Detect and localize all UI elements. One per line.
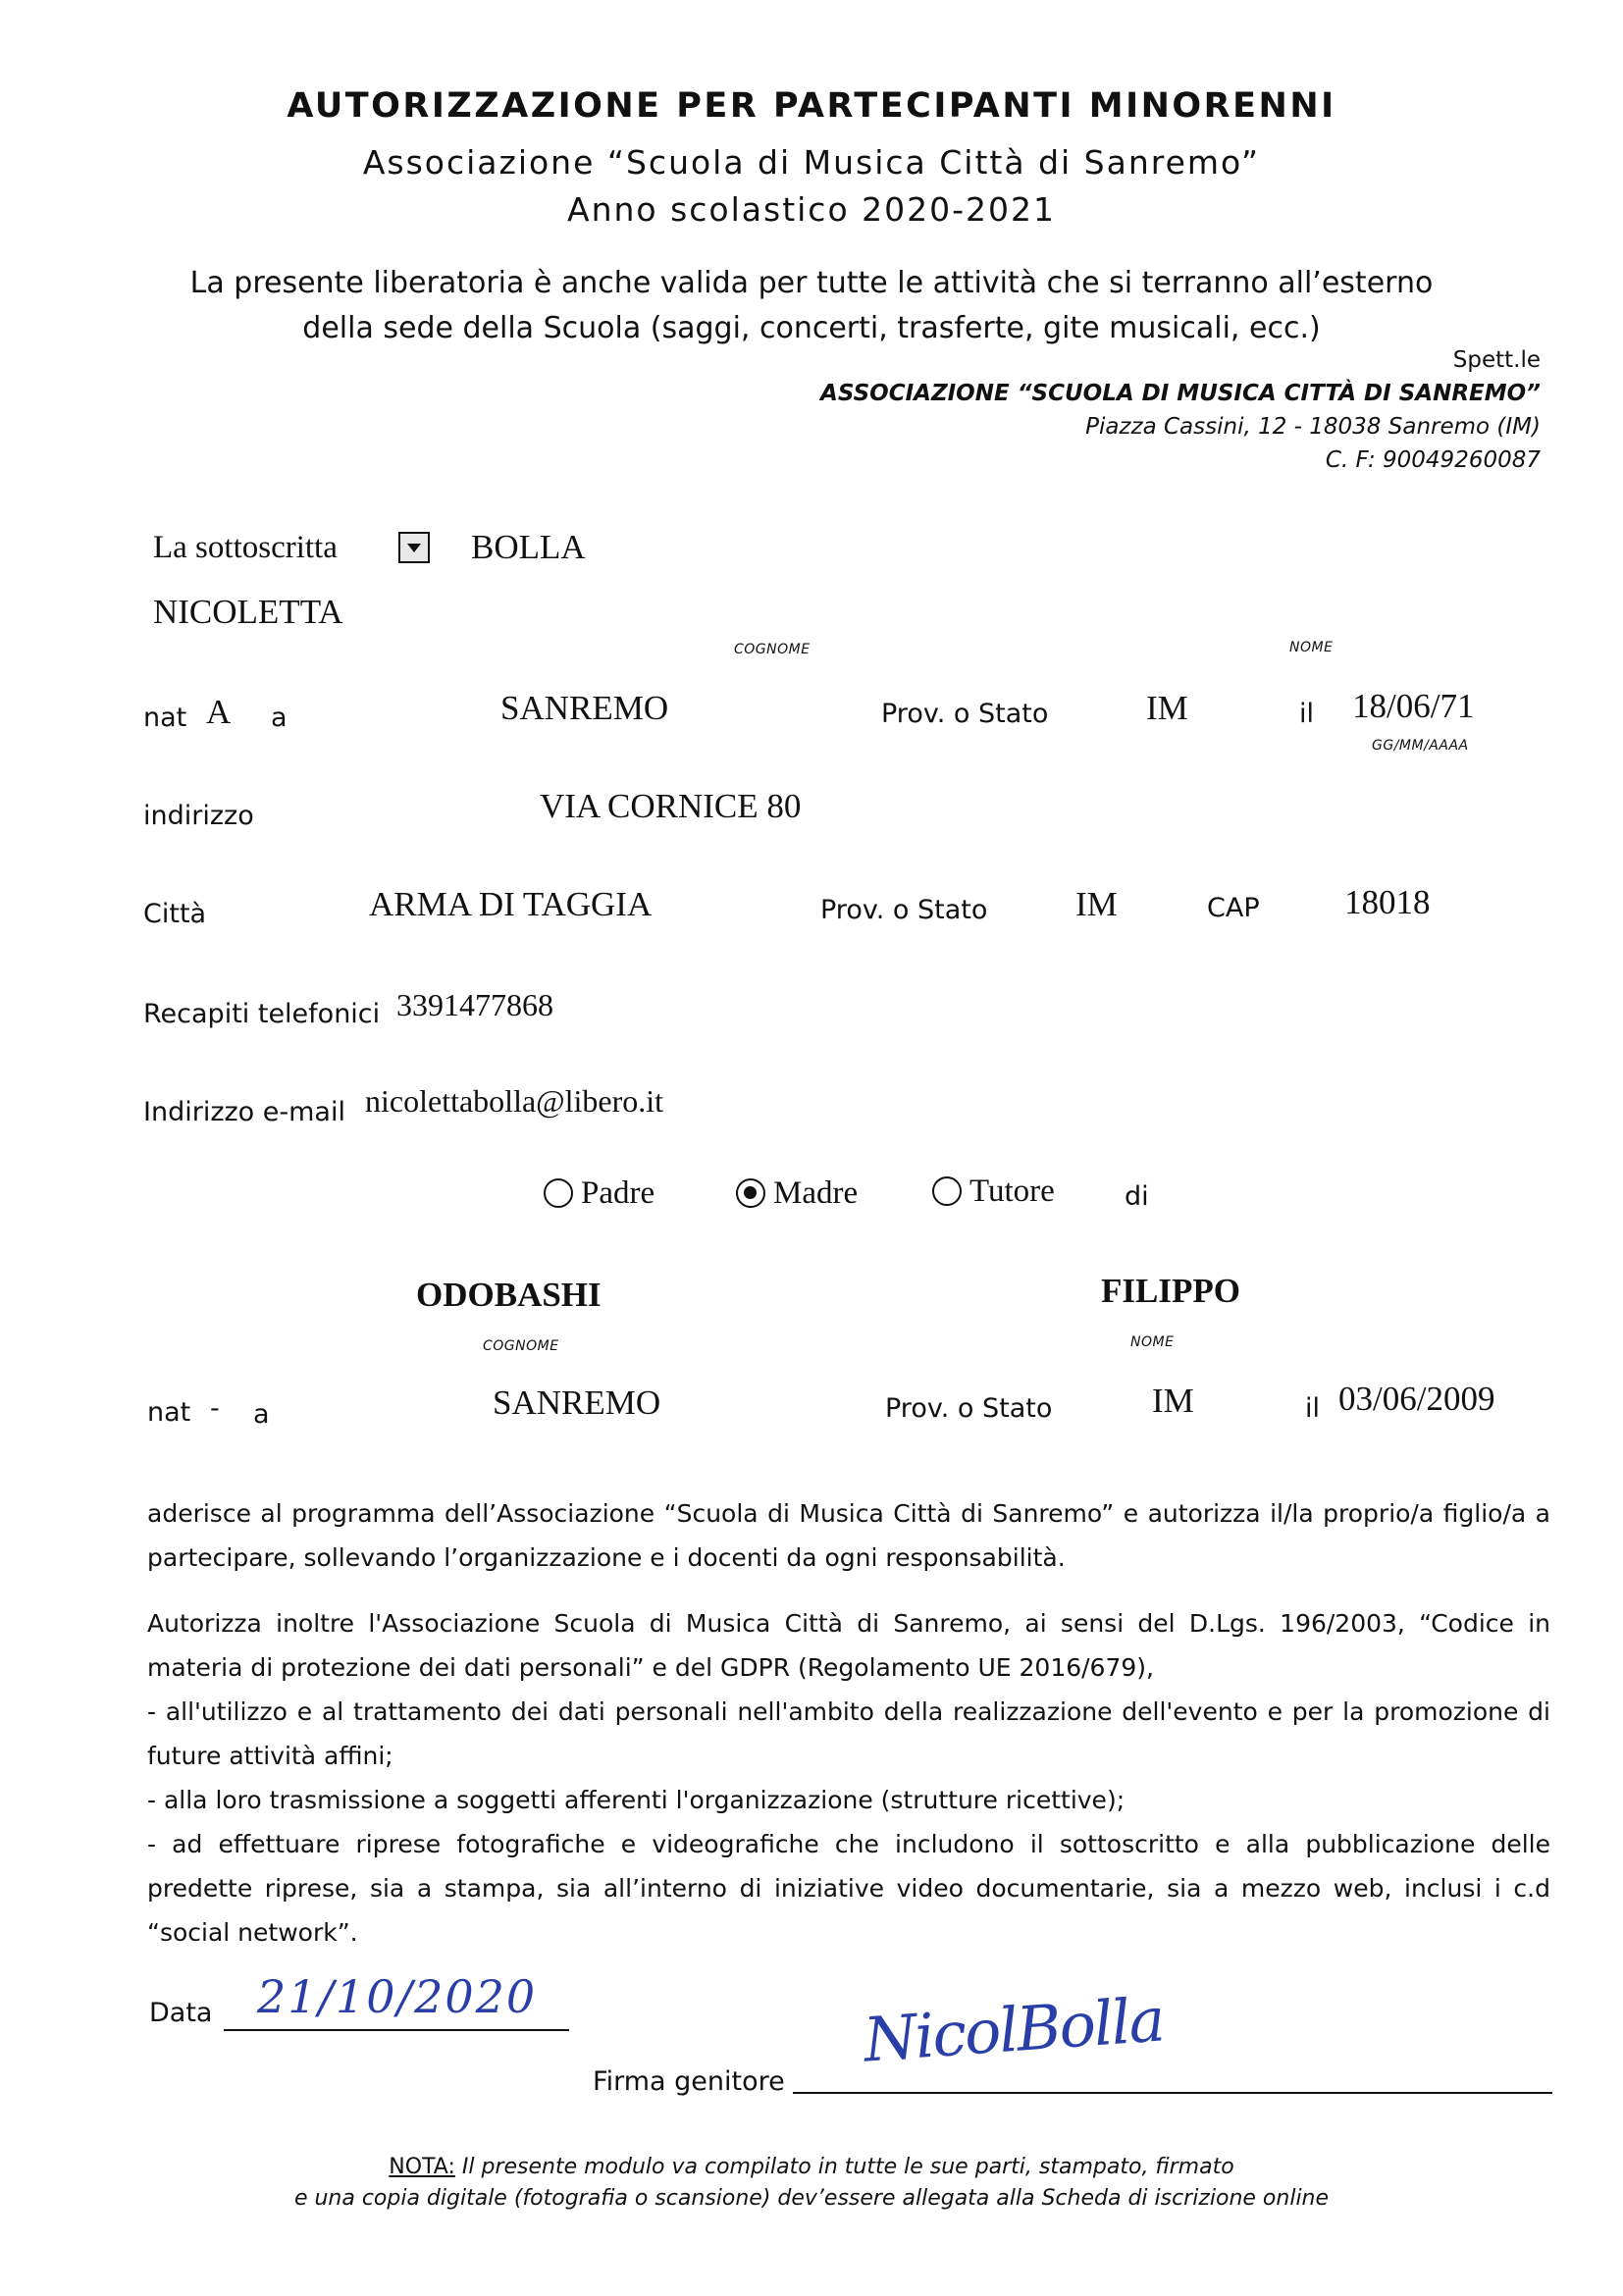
role-option-tutore[interactable] xyxy=(932,1174,1055,1210)
role-suffix: di xyxy=(1125,1181,1149,1212)
parent-date-label: il xyxy=(1299,699,1315,729)
undersigned-label: La sottoscritta xyxy=(153,530,338,565)
email-label: Indirizzo e-mail xyxy=(143,1097,345,1127)
phone-label: Recapiti telefonici xyxy=(143,999,381,1029)
date-label: Data xyxy=(149,1998,213,2028)
child-born-suffix[interactable]: - xyxy=(210,1393,220,1424)
parent-email[interactable]: nicolettabolla@libero.it xyxy=(365,1083,664,1119)
parent-at-label: a xyxy=(271,703,288,733)
parent-birthdate[interactable]: 18/06/71 xyxy=(1352,687,1475,725)
date-format-caption: GG/MM/AAAA xyxy=(1372,738,1469,754)
recipient-fiscal-code: C. F: 90049260087 xyxy=(1325,447,1541,473)
radio-padre-icon[interactable] xyxy=(544,1178,573,1208)
parent-province[interactable]: IM xyxy=(1146,689,1188,727)
role-option-padre[interactable] xyxy=(544,1175,654,1212)
role-tutore-label: Tutore xyxy=(969,1174,1055,1209)
intro-line-2: della sede della Scuola (saggi, concerti, trasferte, gite musicali, ecc.) xyxy=(302,311,1321,345)
signature-handwritten[interactable]: NicolBolla xyxy=(861,1983,1166,2076)
parent-address[interactable]: VIA CORNICE 80 xyxy=(540,787,802,825)
date-handwritten[interactable]: 21/10/2020 xyxy=(257,1970,538,2023)
child-birthplace[interactable]: SANREMO xyxy=(493,1383,661,1422)
note-line-1 xyxy=(0,2155,1623,2179)
child-province-label: Prov. o Stato xyxy=(885,1393,1053,1424)
note-label: NOTA: xyxy=(389,2155,455,2179)
child-surname[interactable]: ODOBASHI xyxy=(416,1276,602,1314)
note-line-2: e una copia digitale (fotografia o scansione) dev’essere allegata alla Scheda di iscrizione online xyxy=(293,2186,1330,2211)
radio-madre-selected-icon[interactable] xyxy=(736,1178,765,1208)
role-option-madre[interactable] xyxy=(736,1175,858,1212)
gender-dropdown[interactable] xyxy=(398,532,430,567)
consent-paragraph-5: - ad effettuare riprese fotografiche e videografiche che includono il sottoscritto e alla pubblicazione delle predette riprese, sia a stampa, sia all’interno di iniziative video documentarie, sia a mezzo web, inclusi i c.d “social network”. xyxy=(147,1830,1550,1947)
parent-born-label: nat xyxy=(143,703,187,733)
child-birthdate[interactable]: 03/06/2009 xyxy=(1338,1380,1495,1418)
intro-line-1: La presente liberatoria è anche valida per tutte le attività che si terranno all’esterno xyxy=(189,266,1434,300)
parent-city-label: Città xyxy=(143,899,207,929)
radio-tutore-icon[interactable] xyxy=(932,1176,962,1206)
document-title: AUTORIZZAZIONE PER PARTECIPANTI MINORENNI xyxy=(287,86,1336,126)
parent-first-name[interactable]: NICOLETTA xyxy=(153,593,343,631)
parent-address-label: indirizzo xyxy=(143,801,254,831)
parent-cap[interactable]: 18018 xyxy=(1344,883,1431,921)
signature-line xyxy=(793,2092,1552,2094)
date-line xyxy=(224,2029,569,2031)
parent-city-province-label: Prov. o Stato xyxy=(820,895,988,925)
parent-city-province[interactable]: IM xyxy=(1075,885,1118,923)
school-year: Anno scolastico 2020-2021 xyxy=(567,190,1056,229)
child-at-label: a xyxy=(253,1399,270,1430)
association-name: Associazione “Scuola di Musica Città di Sanremo” xyxy=(362,143,1261,182)
recipient-name: ASSOCIAZIONE “SCUOLA DI MUSICA CITTÀ DI SANREMO” xyxy=(820,381,1541,406)
role-madre-label: Madre xyxy=(773,1175,859,1211)
parent-province-label: Prov. o Stato xyxy=(881,699,1049,729)
parent-surname-caption: COGNOME xyxy=(734,642,811,657)
chevron-down-icon[interactable] xyxy=(398,532,430,563)
child-province[interactable]: IM xyxy=(1152,1382,1194,1420)
parent-city[interactable]: ARMA DI TAGGIA xyxy=(369,885,653,923)
cap-label: CAP xyxy=(1207,893,1260,923)
child-date-label: il xyxy=(1305,1393,1321,1424)
parent-born-suffix[interactable]: A xyxy=(206,693,232,731)
consent-paragraph-1: aderisce al programma dell’Associazione “Scuola di Musica Città di Sanremo” e autorizza il/la proprio/a figlio/a a partecipare, sollevando l’organizzazione e i docenti da ogni responsabilità. xyxy=(147,1499,1550,1572)
signature-label: Firma genitore xyxy=(593,2066,785,2097)
parent-birthplace[interactable]: SANREMO xyxy=(500,689,669,727)
child-surname-caption: COGNOME xyxy=(483,1338,559,1354)
child-first-name[interactable]: FILIPPO xyxy=(1101,1272,1240,1310)
parent-surname[interactable]: BOLLA xyxy=(471,528,586,566)
recipient-address: Piazza Cassini, 12 - 18038 Sanremo (IM) xyxy=(1085,414,1541,440)
child-born-label: nat xyxy=(147,1397,191,1428)
parent-phone[interactable]: 3391477868 xyxy=(396,987,553,1022)
consent-paragraph-2: Autorizza inoltre l'Associazione Scuola di Musica Città di Sanremo, ai sensi del D.Lgs. 196/2003, “Codice in materia di protezione dei dati personali” e del GDPR (Regolamento UE 2016/679), xyxy=(147,1609,1550,1682)
consent-paragraph-3: - all'utilizzo e al trattamento dei dati personali nell'ambito della realizzazione dell'evento e per la promozione di future attività affini; xyxy=(147,1697,1550,1770)
consent-paragraph-4: - alla loro trasmissione a soggetti afferenti l'organizzazione (strutture ricettive); xyxy=(147,1786,1126,1814)
consent-text xyxy=(147,1491,1550,1955)
role-padre-label: Padre xyxy=(581,1175,655,1211)
recipient-salutation: Spett.le xyxy=(1452,347,1541,373)
note-text-1: Il presente modulo va compilato in tutte le sue parti, stampato, firmato xyxy=(461,2155,1234,2179)
parent-name-caption: NOME xyxy=(1289,640,1334,655)
child-name-caption: NOME xyxy=(1130,1334,1175,1350)
